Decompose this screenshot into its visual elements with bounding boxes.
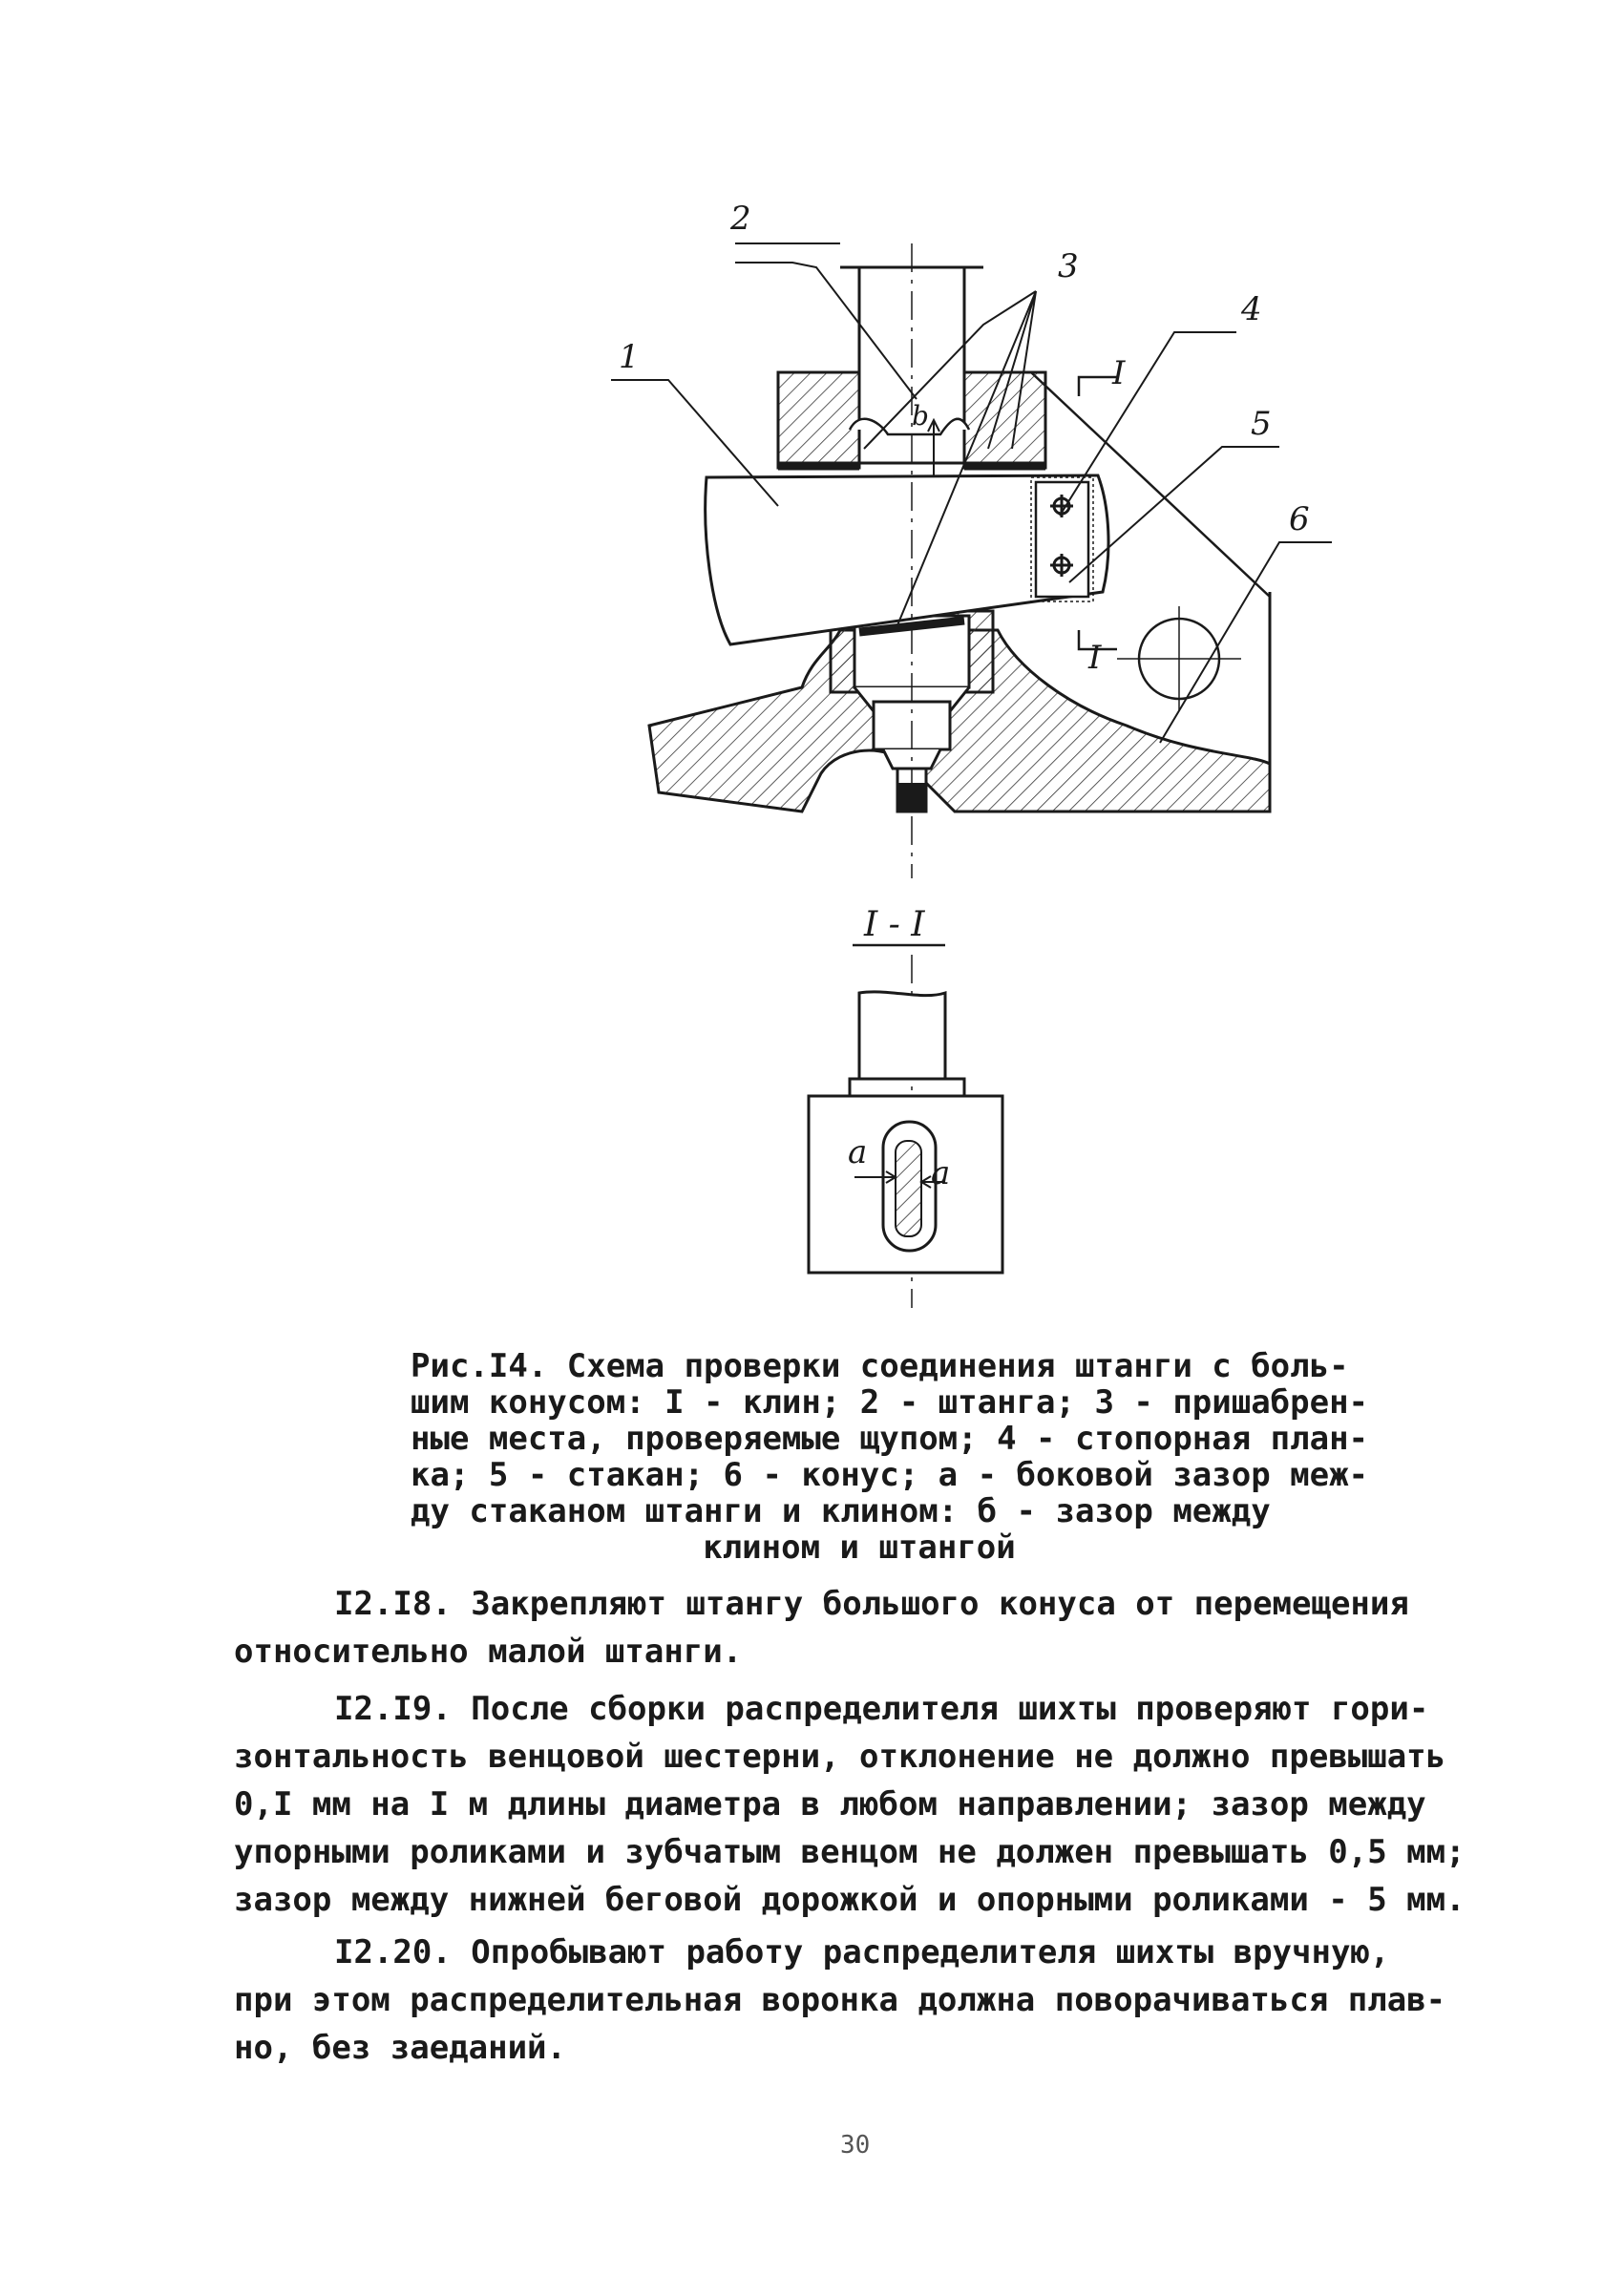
paragraph-12-18 xyxy=(234,1580,1523,1676)
paragraph-line: I2.20. Опробывают работу распределителя шихты вручную, xyxy=(334,1933,1390,1971)
paragraph-12-19 xyxy=(234,1685,1523,1924)
caption-line: клином и штангой xyxy=(703,1529,1016,1567)
figure-caption xyxy=(411,1348,1442,1566)
paragraph-12-20 xyxy=(234,1929,1523,2072)
caption-line: ные места, проверяемые щупом; 4 - стопорная план- xyxy=(411,1420,1369,1458)
caption-line: ка; 5 - стакан; 6 - конус; a - боковой зазор меж- xyxy=(411,1456,1369,1494)
main-assembly-view xyxy=(611,243,1332,878)
section-view-drawing xyxy=(809,955,1002,1308)
gap-b-label: b xyxy=(912,400,929,432)
caption-line: шим конусом: I - клин; 2 - штанга; 3 - пришабрен- xyxy=(411,1383,1369,1422)
callout-4: 4 xyxy=(1241,290,1262,328)
caption-line: Рис.I4. Схема проверки соединения штанги с боль- xyxy=(411,1347,1349,1385)
paragraph-line: 0,I мм на I м длины диаметра в любом направлении; зазор между xyxy=(234,1785,1426,1824)
upper-collar-right xyxy=(964,372,1045,468)
gap-a-right-label: a xyxy=(931,1154,951,1192)
paragraph-line: упорными роликами и зубчатым венцом не должен превышать 0,5 мм; xyxy=(234,1833,1466,1871)
paragraph-line: I2.I8. Закрепляют штангу большого конуса от перемещения xyxy=(334,1585,1409,1623)
paragraph-line: относительно малой штанги. xyxy=(234,1633,743,1671)
caption-line: ду стаканом штанги и клином: б - зазор между xyxy=(411,1492,1271,1530)
callout-6: 6 xyxy=(1289,500,1310,538)
callout-1: 1 xyxy=(619,338,640,376)
paragraph-line: зонтальность венцовой шестерни, отклонение не должно превышать xyxy=(234,1738,1446,1776)
paragraph-line: зазор между нижней беговой дорожкой и опорными роликами - 5 мм. xyxy=(234,1881,1466,1919)
paragraph-line: при этом распределительная воронка должна поворачиваться плав- xyxy=(234,1981,1446,2019)
callout-5: 5 xyxy=(1251,405,1272,443)
paragraph-line: I2.I9. После сборки распределителя шихты проверяют гори- xyxy=(334,1690,1429,1728)
section-title: I - I xyxy=(864,905,925,944)
page-number: 30 xyxy=(840,2131,871,2160)
section-mark-bottom: I xyxy=(1088,639,1102,677)
callout-2: 2 xyxy=(730,200,751,238)
gap-a-left-label: a xyxy=(848,1133,868,1171)
upper-collar-left xyxy=(778,372,859,468)
callout-3: 3 xyxy=(1058,247,1079,285)
section-wedge xyxy=(896,1141,921,1236)
paragraph-line: но, без заеданий. xyxy=(234,2029,566,2067)
section-mark-top: I xyxy=(1112,354,1126,392)
